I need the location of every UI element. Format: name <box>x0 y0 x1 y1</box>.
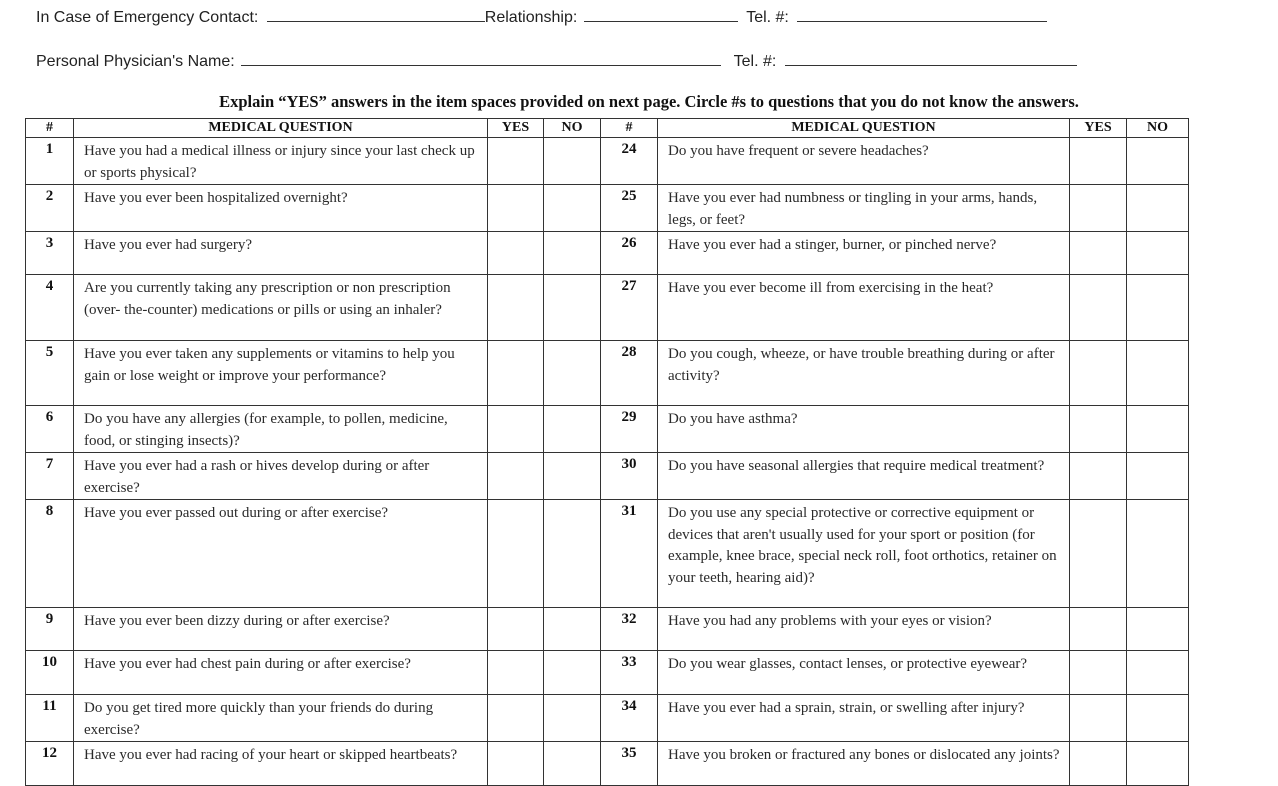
question-number[interactable]: 25 <box>601 185 658 232</box>
no-cell[interactable] <box>1127 608 1189 651</box>
question-number[interactable]: 1 <box>26 138 74 185</box>
header-question-right: MEDICAL QUESTION <box>658 119 1070 138</box>
question-text: Do you have seasonal allergies that require medical treatment? <box>658 453 1070 500</box>
tel-label-emergency: Tel. #: <box>746 9 789 26</box>
header-question-left: MEDICAL QUESTION <box>74 119 488 138</box>
question-number[interactable]: 32 <box>601 608 658 651</box>
no-cell[interactable] <box>1127 500 1189 608</box>
question-number[interactable]: 2 <box>26 185 74 232</box>
no-cell[interactable] <box>544 453 601 500</box>
question-text: Do you use any special protective or corrective equipment or devices that aren't usually used for your sport or position (for example, knee brace, special neck roll, foot orthotics, retainer on your teeth, hearing aid)? <box>658 500 1070 608</box>
physician-name-field[interactable] <box>241 50 721 66</box>
question-number[interactable]: 24 <box>601 138 658 185</box>
yes-cell[interactable] <box>488 138 544 185</box>
question-text: Have you broken or fractured any bones or dislocated any joints? <box>658 742 1070 786</box>
medical-questions-table <box>25 118 1189 786</box>
physician-row <box>36 50 1077 71</box>
question-text: Do you cough, wheeze, or have trouble breathing during or after activity? <box>658 341 1070 406</box>
yes-cell[interactable] <box>488 742 544 786</box>
table-row <box>26 185 1189 232</box>
question-text: Do you wear glasses, contact lenses, or protective eyewear? <box>658 651 1070 695</box>
no-cell[interactable] <box>1127 406 1189 453</box>
question-text: Have you had a medical illness or injury since your last check up or sports physical? <box>74 138 488 185</box>
question-number[interactable]: 26 <box>601 232 658 275</box>
no-cell[interactable] <box>544 500 601 608</box>
no-cell[interactable] <box>544 185 601 232</box>
no-cell[interactable] <box>1127 232 1189 275</box>
no-cell[interactable] <box>544 341 601 406</box>
header-num-right: # <box>601 119 658 138</box>
question-number[interactable]: 30 <box>601 453 658 500</box>
no-cell[interactable] <box>1127 651 1189 695</box>
question-text: Have you ever had a rash or hives develop during or after exercise? <box>74 453 488 500</box>
question-number[interactable]: 8 <box>26 500 74 608</box>
table-header-row <box>26 119 1189 138</box>
tel-label-physician: Tel. #: <box>733 53 777 70</box>
question-text: Have you ever had a sprain, strain, or swelling after injury? <box>658 695 1070 742</box>
question-text: Have you had any problems with your eyes or vision? <box>658 608 1070 651</box>
header-num-left: # <box>26 119 74 138</box>
emergency-contact-row <box>36 6 1047 27</box>
no-cell[interactable] <box>1127 275 1189 341</box>
yes-cell[interactable] <box>1070 695 1127 742</box>
question-number[interactable]: 9 <box>26 608 74 651</box>
yes-cell[interactable] <box>1070 453 1127 500</box>
header-yes-left: YES <box>488 119 544 138</box>
no-cell[interactable] <box>544 695 601 742</box>
physician-tel-field[interactable] <box>785 50 1077 66</box>
relationship-field[interactable] <box>584 6 738 22</box>
yes-cell[interactable] <box>488 651 544 695</box>
no-cell[interactable] <box>544 742 601 786</box>
yes-cell[interactable] <box>1070 341 1127 406</box>
relationship-label: Relationship: <box>484 9 578 26</box>
table-row <box>26 232 1189 275</box>
no-cell[interactable] <box>1127 742 1189 786</box>
yes-cell[interactable] <box>488 608 544 651</box>
question-number[interactable]: 5 <box>26 341 74 406</box>
no-cell[interactable] <box>544 608 601 651</box>
yes-cell[interactable] <box>488 453 544 500</box>
question-text: Have you ever had racing of your heart or skipped heartbeats? <box>74 742 488 786</box>
question-number[interactable]: 35 <box>601 742 658 786</box>
yes-cell[interactable] <box>1070 406 1127 453</box>
question-text: Have you ever had a stinger, burner, or pinched nerve? <box>658 232 1070 275</box>
question-text: Do you get tired more quickly than your friends do during exercise? <box>74 695 488 742</box>
question-text: Have you ever had surgery? <box>74 232 488 275</box>
table-row <box>26 138 1189 185</box>
table-row <box>26 500 1189 608</box>
table-row <box>26 406 1189 453</box>
question-number[interactable]: 29 <box>601 406 658 453</box>
question-text: Have you ever been hospitalized overnight? <box>74 185 488 232</box>
question-number[interactable]: 33 <box>601 651 658 695</box>
question-number[interactable]: 10 <box>26 651 74 695</box>
no-cell[interactable] <box>1127 453 1189 500</box>
question-text: Are you currently taking any prescription or non prescription (over- the-counter) medications or pills or using an inhaler? <box>74 275 488 341</box>
no-cell[interactable] <box>544 138 601 185</box>
yes-cell[interactable] <box>488 185 544 232</box>
yes-cell[interactable] <box>488 341 544 406</box>
emergency-tel-field[interactable] <box>797 6 1047 22</box>
table-row <box>26 651 1189 695</box>
yes-cell[interactable] <box>488 500 544 608</box>
table-row <box>26 608 1189 651</box>
question-number[interactable]: 34 <box>601 695 658 742</box>
question-text: Do you have any allergies (for example, to pollen, medicine, food, or stinging insects)? <box>74 406 488 453</box>
question-text: Have you ever been dizzy during or after exercise? <box>74 608 488 651</box>
yes-cell[interactable] <box>1070 500 1127 608</box>
yes-cell[interactable] <box>488 695 544 742</box>
no-cell[interactable] <box>544 406 601 453</box>
header-no-right: NO <box>1127 119 1189 138</box>
yes-cell[interactable] <box>488 232 544 275</box>
question-number[interactable]: 4 <box>26 275 74 341</box>
question-number[interactable]: 27 <box>601 275 658 341</box>
question-number[interactable]: 7 <box>26 453 74 500</box>
yes-cell[interactable] <box>1070 275 1127 341</box>
no-cell[interactable] <box>544 651 601 695</box>
question-text: Do you have asthma? <box>658 406 1070 453</box>
header-yes-right: YES <box>1070 119 1127 138</box>
question-number[interactable]: 6 <box>26 406 74 453</box>
table-row <box>26 341 1189 406</box>
header-no-left: NO <box>544 119 601 138</box>
yes-cell[interactable] <box>1070 608 1127 651</box>
no-cell[interactable] <box>1127 185 1189 232</box>
question-text: Have you ever had numbness or tingling in your arms, hands, legs, or feet? <box>658 185 1070 232</box>
yes-cell[interactable] <box>1070 651 1127 695</box>
no-cell[interactable] <box>544 275 601 341</box>
no-cell[interactable] <box>544 232 601 275</box>
table-row <box>26 695 1189 742</box>
table-row <box>26 742 1189 786</box>
yes-cell[interactable] <box>1070 138 1127 185</box>
physician-label: Personal Physician's Name: <box>36 53 235 70</box>
question-number[interactable]: 28 <box>601 341 658 406</box>
question-number[interactable]: 3 <box>26 232 74 275</box>
question-text: Have you ever passed out during or after exercise? <box>74 500 488 608</box>
question-text: Have you ever taken any supplements or vitamins to help you gain or lose weight or improve your performance? <box>74 341 488 406</box>
no-cell[interactable] <box>1127 695 1189 742</box>
question-number[interactable]: 12 <box>26 742 74 786</box>
question-text: Have you ever become ill from exercising in the heat? <box>658 275 1070 341</box>
yes-cell[interactable] <box>1070 232 1127 275</box>
emergency-contact-field[interactable] <box>267 6 485 22</box>
instructions-text: Explain “YES” answers in the item spaces provided on next page. Circle #s to questions that you do not know the answers. <box>219 92 1079 111</box>
table-row <box>26 275 1189 341</box>
yes-cell[interactable] <box>1070 185 1127 232</box>
no-cell[interactable] <box>1127 341 1189 406</box>
no-cell[interactable] <box>1127 138 1189 185</box>
emergency-contact-label: In Case of Emergency Contact: <box>36 9 259 26</box>
yes-cell[interactable] <box>1070 742 1127 786</box>
question-text: Have you ever had chest pain during or after exercise? <box>74 651 488 695</box>
yes-cell[interactable] <box>488 406 544 453</box>
question-number[interactable]: 11 <box>26 695 74 742</box>
table-row <box>26 453 1189 500</box>
question-number[interactable]: 31 <box>601 500 658 608</box>
yes-cell[interactable] <box>488 275 544 341</box>
question-text: Do you have frequent or severe headaches? <box>658 138 1070 185</box>
